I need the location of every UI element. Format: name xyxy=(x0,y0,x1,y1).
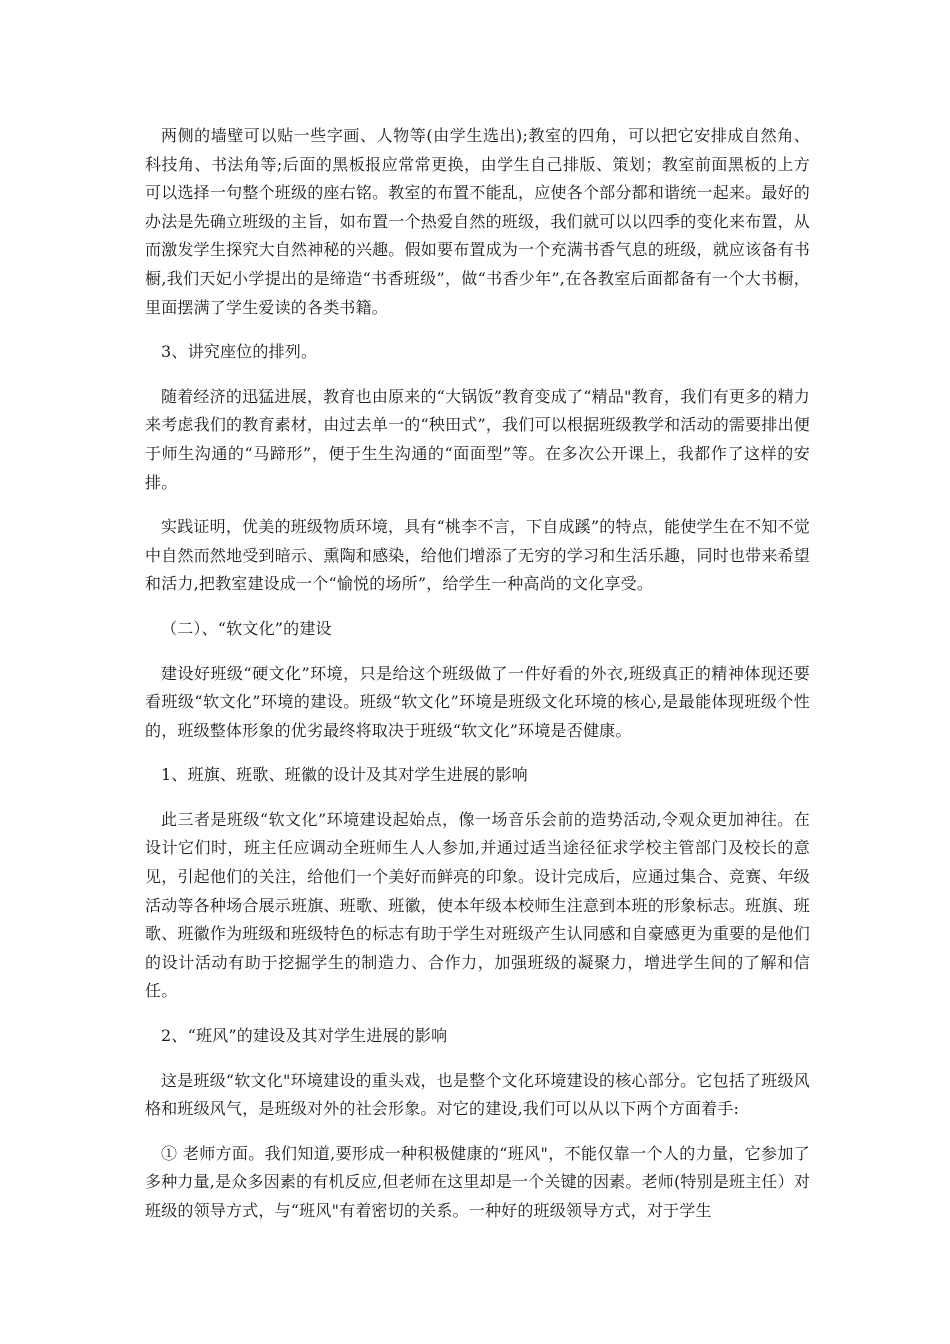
paragraph-classroom-layout: 两侧的墙壁可以贴一些字画、人物等(由学生选出);教室的四角，可以把它安排成自然角、科技角、书法角等;后面的黑板报应常常更换，由学生自己排版、策划；教室前面黑板的上方可以选择一句整个班级的座右铭。教室的布置不能乱，应使各个部分都和谐统一起来。最好的办法是先确立班级的主旨，如布置一个热爱自然的班级，我们就可以以四季的变化来布置，从而激发学生探究大自然神秘的兴趣。假如要布置成为一个充满书香气息的班级，就应该备有书橱,我们天妃小学提出的是缔造“书香班级”，做“书香少年”,在各教室后面都备有一个大书橱，里面摆满了学生爱读的各类书籍。 xyxy=(145,126,810,317)
heading-flag-song-emblem: 1、班旗、班歌、班徽的设计及其对学生进展的影响 xyxy=(161,765,528,785)
paragraph-soft-culture: 建设好班级“硬文化”环境，只是给这个班级做了一件好看的外衣,班级真正的精神体现还要看班级“软文化”环境的建设。班级“软文化”环境是班级文化环境的核心,是最能体现班级个性的，班级整体形象的优劣最终将取决于班级“软文化”环境是否健康。 xyxy=(145,663,810,740)
paragraph-practice-proof: 实践证明，优美的班级物质环境，具有“桃李不言，下自成蹊”的特点，能使学生在不知不觉中自然而然地受到暗示、熏陶和感染，给他们增添了无穷的学习和生活乐趣，同时也带来希望和活力,把教室建设成一个“愉悦的场所”，给学生一种高尚的文化享受。 xyxy=(145,517,810,594)
paragraph-seat-arrangement: 随着经济的迅猛进展，教育也由原来的“大锅饭”教育变成了“精品"教育，我们有更多的精力来考虑我们的教育素材，由过去单一的“秧田式”，我们可以根据班级教学和活动的需要排出便于师生沟通的“马蹄形”，便于生生沟通的“面面型”等。在多次公开课上，我都作了这样的安排。 xyxy=(145,386,810,492)
paragraph-flag-song-emblem: 此三者是班级“软文化”环境建设起始点，像一场音乐会前的造势活动,令观众更加神往。在设计它们时，班主任应调动全班师生人人参加,并通过适当途径征求学校主管部门及校长的意见，引起他们的关注，给他们一个美好而鲜亮的印象。设计完成后，应通过集合、竞赛、年级活动等各种场合展示班旗、班歌、班徽，使本年级本校师生注意到本班的形象标志。班旗、班歌、班徽作为班级和班级特色的标志有助于学生对班级产生认同感和自豪感更为重要的是他们的设计活动有助于挖掘学生的制造力、合作力，加强班级的凝聚力，增进学生间的了解和信任。 xyxy=(145,809,810,1001)
paragraph-teacher-aspect: ① 老师方面。我们知道,要形成一种积极健康的“班风"，不能仅靠一个人的力量，它参加了多种力量,是众多因素的有机反应,但老师在这里却是一个关键的因素。老师(特别是班主任）对班级的领导方式，与“班风"有着密切的关系。一种好的班级领导方式，对于学生 xyxy=(145,1143,811,1220)
document-page xyxy=(145,122,810,1242)
paragraph-class-spirit: 这是班级“软文化"环境建设的重头戏，也是整个文化环境建设的核心部分。它包括了班级风格和班级风气，是班级对外的社会形象。对它的建设,我们可以从以下两个方面着手: xyxy=(145,1070,810,1119)
heading-seat-arrangement: 3、讲究座位的排列。 xyxy=(161,342,318,362)
heading-class-spirit: 2、“班风”的建设及其对学生进展的影响 xyxy=(161,1026,448,1046)
heading-soft-culture: （二）、“软文化”的建设 xyxy=(161,618,332,638)
